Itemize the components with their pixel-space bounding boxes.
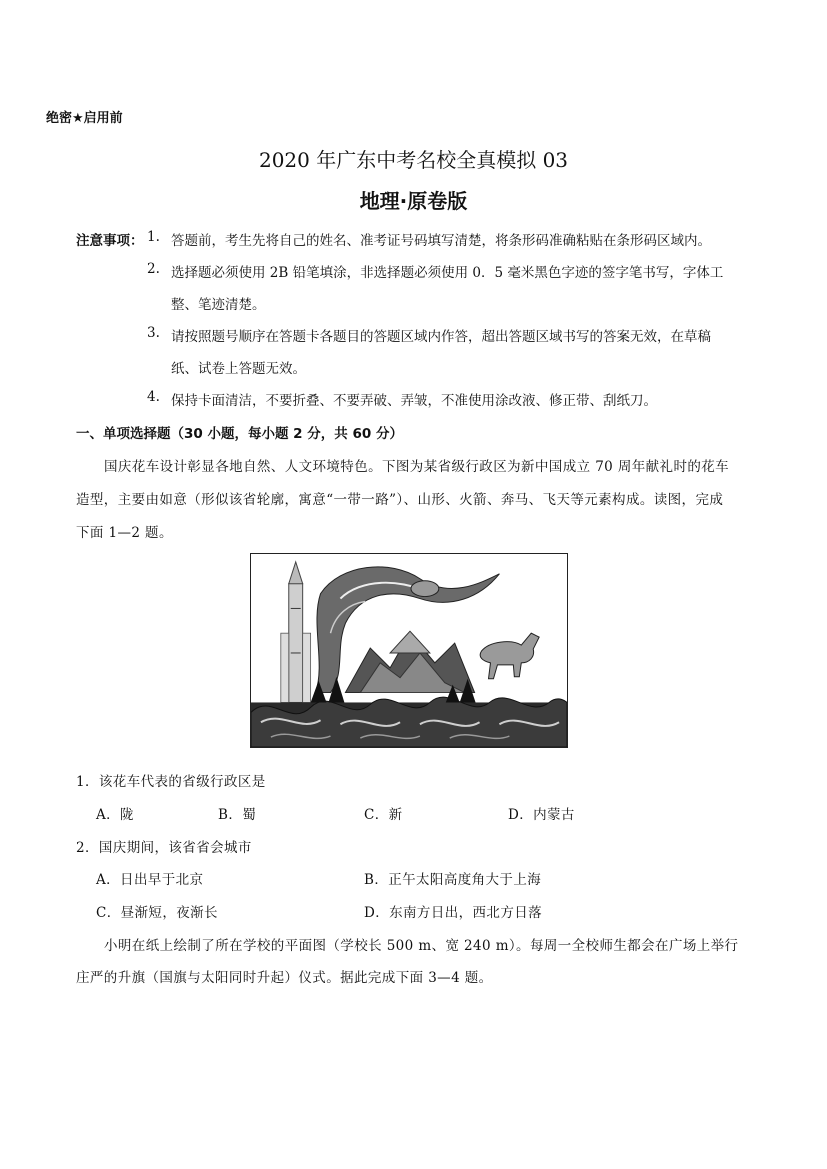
notice-item-3-num: 3. — [147, 325, 160, 341]
notice-item-2-num: 2. — [147, 261, 160, 277]
question-1-option-a: A．陇 — [96, 807, 134, 823]
question-1-option-b: B．蜀 — [218, 807, 257, 823]
section-heading: 一、单项选择题（30 小题，每小题 2 分，共 60 分） — [76, 426, 403, 442]
exam-title: 2020 年广东中考名校全真模拟 03 — [258, 148, 569, 172]
notice-item-4-text: 保持卡面清洁，不要折叠、不要弄破、弄皱，不准使用涂改液、修正带、刮纸刀。 — [171, 393, 657, 409]
notice-item-2-text-cont: 整、笔迹清楚。 — [171, 297, 266, 313]
notice-item-1-num: 1. — [147, 229, 160, 245]
question-2-stem: 2．国庆期间，该省省会城市 — [76, 840, 252, 856]
notice-item-4-num: 4. — [147, 389, 160, 405]
question-1-option-c: C．新 — [364, 807, 403, 823]
wave-base-figure — [251, 697, 567, 747]
notice-item-3-text-cont: 纸、试卷上答题无效。 — [171, 361, 306, 377]
notice-item-2-text: 选择题必须使用 2B 铅笔填涂，非选择题必须使用 0．5 毫米黑色字迹的签字笔书写，字体工 — [171, 265, 724, 281]
question-2-option-c: C．昼渐短，夜渐长 — [96, 905, 218, 921]
question-2-option-a: A．日出早于北京 — [96, 872, 204, 888]
passage2-line-2: 庄严的升旗（国旗与太阳同时升起）仪式。据此完成下面 3—4 题。 — [76, 970, 493, 986]
notice-label: 注意事项： — [76, 233, 144, 249]
notice-item-3-text: 请按照题号顺序在答题卡各题目的答题区域内作答，超出答题区域书写的答案无效，在草稿 — [171, 329, 711, 345]
question-1-stem: 1．该花车代表的省级行政区是 — [76, 774, 266, 790]
notice-item-1-text: 答题前，考生先将自己的姓名、准考证号码填写清楚，将条形码准确粘贴在条形码区域内。 — [171, 233, 711, 249]
question-2-option-d: D．东南方日出，西北方日落 — [364, 905, 543, 921]
passage2-line-1: 小明在纸上绘制了所在学校的平面图（学校长 500 m、宽 240 m）。每周一全校师生都会在广场上举行 — [104, 938, 739, 954]
question-2-option-b: B．正午太阳高度角大于上海 — [364, 872, 542, 888]
passage1-line-2: 造型，主要由如意（形似该省轮廓，寓意“一带一路”）、山形、火箭、奔马、飞天等元素构成。读图，完成 — [76, 492, 724, 508]
passage1-line-3: 下面 1—2 题。 — [76, 525, 173, 541]
question-1-option-d: D．内蒙古 — [508, 807, 575, 823]
exam-subtitle: 地理·原卷版 — [359, 189, 468, 213]
float-photo — [250, 553, 568, 748]
confidential-label: 绝密★启用前 — [46, 111, 123, 126]
passage1-line-1: 国庆花车设计彰显各地自然、人文环境特色。下图为某省级行政区为新中国成立 70 周年献礼时的花车 — [104, 459, 730, 475]
